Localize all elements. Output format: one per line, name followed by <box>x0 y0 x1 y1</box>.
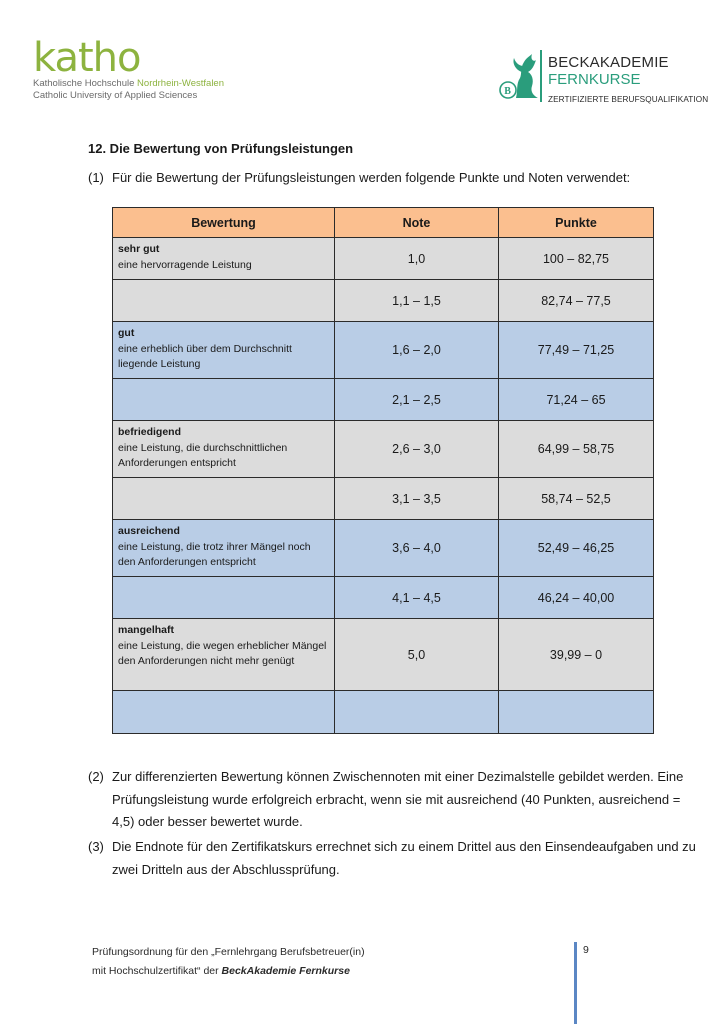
bewertung-cell: gut eine erheblich über dem Durchschnitt liegende Leistung <box>113 322 335 379</box>
paragraph-number: (1) <box>88 170 104 185</box>
table-row <box>113 577 654 619</box>
bewertung-cell <box>113 691 335 734</box>
paragraph-text: Für die Bewertung der Prüfungsleistungen werden folgende Punkte und Noten verwendet: <box>112 170 631 185</box>
punkte-cell: 64,99 – 58,75 <box>499 421 654 478</box>
beck-tagline: ZERTIFIZIERTE BERUFSQUALIFIKATION <box>548 95 709 104</box>
table-row <box>113 478 654 520</box>
paragraph-text: Die Endnote für den Zertifikatskurs errechnet sich zu einem Drittel aus den Einsendeaufgaben und zu zwei Dritteln aus der Abschlussprüfung. <box>112 839 696 877</box>
table-row <box>113 520 654 577</box>
punkte-cell: 58,74 – 52,5 <box>499 478 654 520</box>
note-cell: 3,6 – 4,0 <box>335 520 499 577</box>
katho-line-1: Katholische Hochschule Nordrhein-Westfalen <box>33 78 224 89</box>
punkte-cell: 77,49 – 71,25 <box>499 322 654 379</box>
punkte-cell: 100 – 82,75 <box>499 238 654 280</box>
note-cell: 3,1 – 3,5 <box>335 478 499 520</box>
table-row <box>113 238 654 280</box>
bewertung-cell: mangelhaft eine Leistung, die wegen erheblicher Mängel den Anforderungen nicht mehr genügt <box>113 619 335 691</box>
beck-subtitle: FERNKURSE <box>548 71 641 88</box>
note-cell: 1,1 – 1,5 <box>335 280 499 322</box>
bewertung-cell: sehr gut eine hervorragende Leistung <box>113 238 335 280</box>
paragraph-number: (2) <box>88 769 104 784</box>
table-row <box>113 691 654 734</box>
bewertung-cell <box>113 379 335 421</box>
page-footer <box>92 943 365 981</box>
punkte-cell: 46,24 – 40,00 <box>499 577 654 619</box>
katho-line-2: Catholic University of Applied Sciences <box>33 90 198 101</box>
note-cell: 2,6 – 3,0 <box>335 421 499 478</box>
footer-line-1: Prüfungsordnung für den „Fernlehrgang Berufsbetreuer(in) <box>92 946 365 958</box>
beckakademie-logo <box>496 50 711 110</box>
footer-brand: BeckAkademie Fernkurse <box>221 965 350 977</box>
katho-wordmark: katho <box>33 35 141 81</box>
punkte-cell <box>499 691 654 734</box>
note-cell: 1,6 – 2,0 <box>335 322 499 379</box>
column-header-note: Note <box>335 208 499 238</box>
bewertung-cell: ausreichend eine Leistung, die trotz ihrer Mängel noch den Anforderungen entspricht <box>113 520 335 577</box>
svg-text:B: B <box>504 86 511 97</box>
punkte-cell: 82,74 – 77,5 <box>499 280 654 322</box>
table-row <box>113 619 654 691</box>
table-header-row <box>113 208 654 238</box>
section-title: 12. Die Bewertung von Prüfungsleistungen <box>88 141 354 156</box>
katho-logo <box>33 35 224 102</box>
note-cell: 5,0 <box>335 619 499 691</box>
bewertung-cell <box>113 577 335 619</box>
paragraph-text: Zur differenzierten Bewertung können Zwischennoten mit einer Dezimalstelle gebildet werden. Eine Prüfungsleistung wurde erfolgreich erbracht, wenn sie mit ausreichend (40 Punkten, ausreichend = 4,5) oder besser bewertet wurde. <box>112 769 684 829</box>
note-cell: 2,1 – 2,5 <box>335 379 499 421</box>
note-cell: 4,1 – 4,5 <box>335 577 499 619</box>
paragraph-3 <box>88 836 703 881</box>
column-header-punkte: Punkte <box>499 208 654 238</box>
paragraph-2 <box>88 766 703 834</box>
page-number: 9 <box>583 944 589 956</box>
punkte-cell: 71,24 – 65 <box>499 379 654 421</box>
table-row <box>113 379 654 421</box>
paragraph-number: (3) <box>88 839 104 854</box>
paragraph-1 <box>88 167 703 190</box>
table-row <box>113 322 654 379</box>
footer-divider-bar <box>574 942 577 1024</box>
column-header-bewertung: Bewertung <box>113 208 335 238</box>
bewertung-cell <box>113 280 335 322</box>
note-cell: 1,0 <box>335 238 499 280</box>
table-row <box>113 421 654 478</box>
punkte-cell: 39,99 – 0 <box>499 619 654 691</box>
griffin-emblem-icon <box>498 52 540 104</box>
footer-line-2: mit Hochschulzertifikat“ der BeckAkademie Fernkurse <box>92 965 350 977</box>
note-cell <box>335 691 499 734</box>
beck-title: BECKAKADEMIE <box>548 54 669 71</box>
bewertung-cell: befriedigend eine Leistung, die durchschnittlichen Anforderungen entspricht <box>113 421 335 478</box>
table-row <box>113 280 654 322</box>
bewertung-cell <box>113 478 335 520</box>
grading-table <box>112 207 654 734</box>
punkte-cell: 52,49 – 46,25 <box>499 520 654 577</box>
beck-divider <box>540 50 542 102</box>
